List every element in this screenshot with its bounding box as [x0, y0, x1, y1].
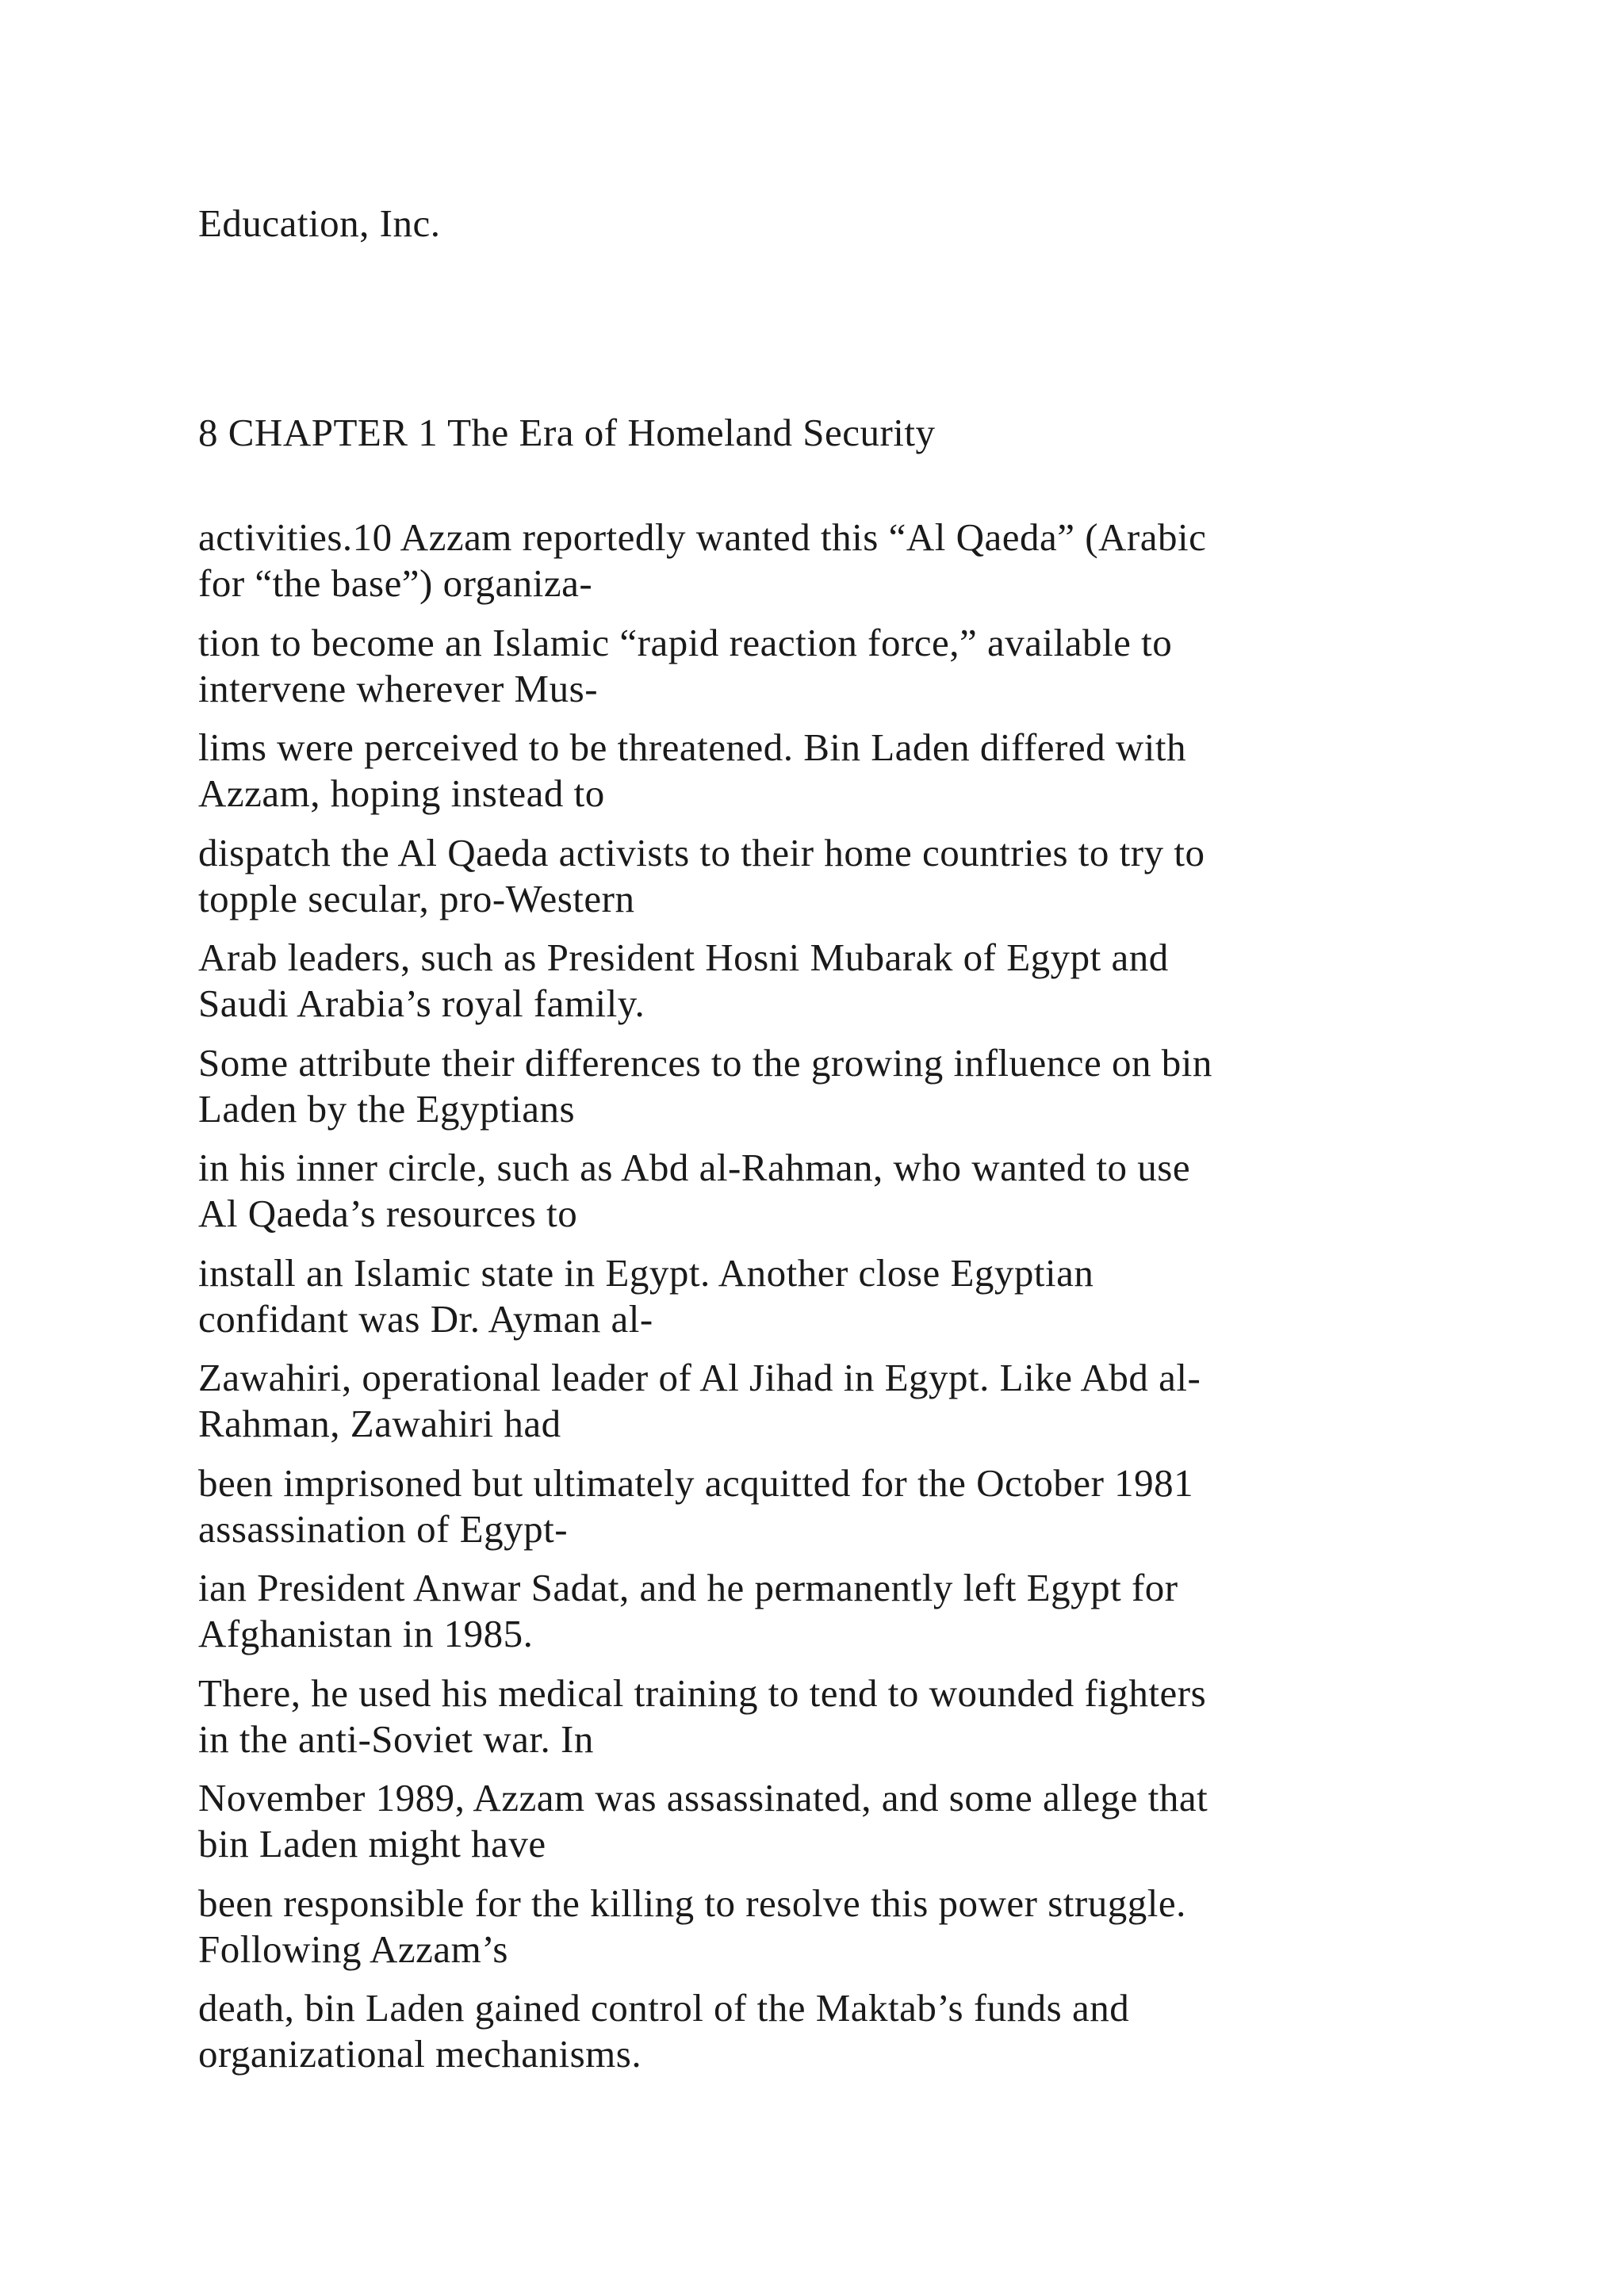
body-line: confidant was Dr. Ayman al- [198, 1297, 653, 1341]
body-line: install an Islamic state in Egypt. Another close Egyptian [198, 1251, 1094, 1295]
body-line: Al Qaeda’s resources to [198, 1192, 578, 1235]
body-line: organizational mechanisms. [198, 2032, 642, 2076]
running-head: 8 CHAPTER 1 The Era of Homeland Security [198, 411, 936, 454]
body-line: topple secular, pro-Western [198, 877, 635, 920]
body-line: Laden by the Egyptians [198, 1087, 576, 1131]
body-line: activities.10 Azzam reportedly wanted this “Al Qaeda” (Arabic [198, 515, 1207, 559]
body-line: Azzam, hoping instead to [198, 771, 605, 815]
body-line: tion to become an Islamic “rapid reaction force,” available to [198, 621, 1173, 664]
body-line: Arab leaders, such as President Hosni Mubarak of Egypt and [198, 936, 1169, 979]
body-line: been imprisoned but ultimately acquitted for the October 1981 [198, 1461, 1194, 1505]
body-line: Afghanistan in 1985. [198, 1612, 534, 1655]
body-line: intervene wherever Mus- [198, 667, 599, 710]
body-line: ian President Anwar Sadat, and he permanently left Egypt for [198, 1566, 1178, 1609]
body-line: dispatch the Al Qaeda activists to their home countries to try to [198, 831, 1205, 874]
body-line: in his inner circle, such as Abd al-Rahman, who wanted to use [198, 1146, 1191, 1189]
body-line: been responsible for the killing to resolve this power struggle. [198, 1881, 1186, 1925]
publisher-fragment: Education, Inc. [198, 201, 441, 245]
body-line: November 1989, Azzam was assassinated, and some allege that [198, 1776, 1208, 1820]
body-line: for “the base”) organiza- [198, 561, 593, 605]
body-line: in the anti-Soviet war. In [198, 1717, 594, 1761]
body-line: death, bin Laden gained control of the Maktab’s funds and [198, 1986, 1130, 2030]
body-line: bin Laden might have [198, 1822, 546, 1866]
body-line: Rahman, Zawahiri had [198, 1402, 561, 1445]
body-line: lims were perceived to be threatened. Bin Laden differed with [198, 725, 1186, 769]
body-line: Following Azzam’s [198, 1927, 508, 1971]
body-line: Zawahiri, operational leader of Al Jihad in Egypt. Like Abd al- [198, 1356, 1201, 1399]
body-line: There, he used his medical training to tend to wounded fighters [198, 1671, 1207, 1715]
body-line: Some attribute their differences to the growing influence on bin [198, 1041, 1212, 1085]
body-line: Saudi Arabia’s royal family. [198, 982, 645, 1025]
body-line: assassination of Egypt- [198, 1507, 569, 1551]
